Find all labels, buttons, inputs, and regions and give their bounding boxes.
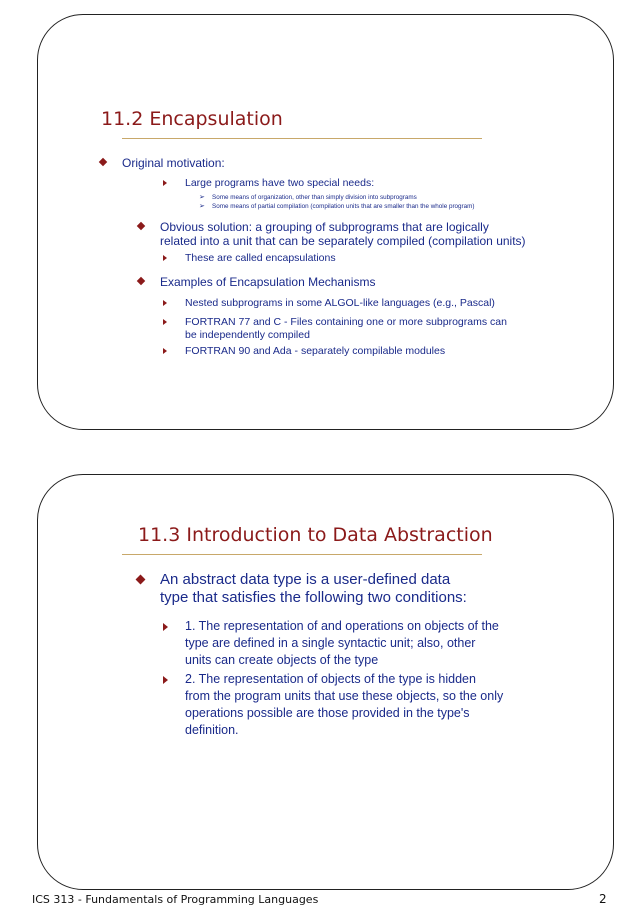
slide1-bullet-1-1 <box>185 177 374 190</box>
slide2-bullet-1-1 <box>185 618 499 669</box>
footer-course-title: ICS 313 - Fundamentals of Programming Languages <box>32 893 319 906</box>
bullet-text: Examples of Encapsulation Mechanisms <box>160 275 376 289</box>
triangle-bullet-icon <box>163 676 168 684</box>
bullet-text-line1: An abstract data type is a user-defined data <box>160 571 451 588</box>
slide1-title-rule <box>122 138 482 139</box>
triangle-bullet-icon <box>163 319 167 325</box>
bullet-text: FORTRAN 90 and Ada - separately compilable modules <box>185 345 446 357</box>
bullet-text-line2: be independently compiled <box>185 329 310 341</box>
footer-page-number: 2 <box>599 892 607 906</box>
triangle-bullet-icon <box>163 348 167 354</box>
slide2-title-rule <box>122 554 482 555</box>
bullet-text-line3: units can create objects of the type <box>185 653 379 667</box>
slide2-bullet-1-2 <box>185 671 503 739</box>
bullet-text-line2: type are defined in a single syntactic unit; also, other <box>185 636 476 650</box>
slide1-bullet-3 <box>160 275 375 289</box>
slide1-bullet-2-1 <box>185 252 336 265</box>
slide1-title: 11.2 Encapsulation <box>101 108 283 130</box>
slide1-bullet-1-1-1 <box>199 194 417 202</box>
bullet-text: Some means of organization, other than simply division into subprograms <box>212 194 417 201</box>
slide1-bullet-3-3 <box>185 345 445 358</box>
bullet-text: These are called encapsulations <box>185 252 336 264</box>
triangle-bullet-icon <box>163 300 167 306</box>
bullet-text-line1: 2. The representation of objects of the type is hidden <box>185 672 476 686</box>
bullet-text: Nested subprograms in some ALGOL-like languages (e.g., Pascal) <box>185 297 495 309</box>
slide2-title: 11.3 Introduction to Data Abstraction <box>138 524 493 546</box>
triangle-bullet-icon <box>163 255 167 261</box>
triangle-bullet-icon <box>163 623 168 631</box>
bullet-text-line1: Obvious solution: a grouping of subprograms that are logically <box>160 220 489 234</box>
bullet-text-line1: 1. The representation of and operations on objects of the <box>185 619 499 633</box>
slide1-bullet-1 <box>122 156 225 170</box>
bullet-text-line2: type that satisfies the following two conditions: <box>160 589 467 606</box>
slide1-bullet-1-1-2 <box>199 203 475 211</box>
bullet-text-line3: operations possible are those provided in the type's <box>185 706 470 720</box>
bullet-text: Some means of partial compilation (compilation units that are smaller than the whole program) <box>212 203 475 210</box>
slide1-bullet-2 <box>160 220 526 248</box>
triangle-bullet-icon <box>163 180 167 186</box>
arrow-bullet-icon: ➢ <box>199 194 205 201</box>
slide2-bullet-1 <box>160 571 467 607</box>
bullet-text: Original motivation: <box>122 156 225 170</box>
bullet-text-line4: definition. <box>185 723 239 737</box>
arrow-bullet-icon: ➢ <box>199 203 205 210</box>
slide1-bullet-3-2 <box>185 316 507 342</box>
bullet-text-line2: related into a unit that can be separately compiled (compilation units) <box>160 234 526 248</box>
bullet-text: Large programs have two special needs: <box>185 177 375 189</box>
bullet-text-line1: FORTRAN 77 and C - Files containing one or more subprograms can <box>185 316 507 328</box>
slide1-bullet-3-1 <box>185 297 495 310</box>
bullet-text-line2: from the program units that use these objects, so the only <box>185 689 504 703</box>
